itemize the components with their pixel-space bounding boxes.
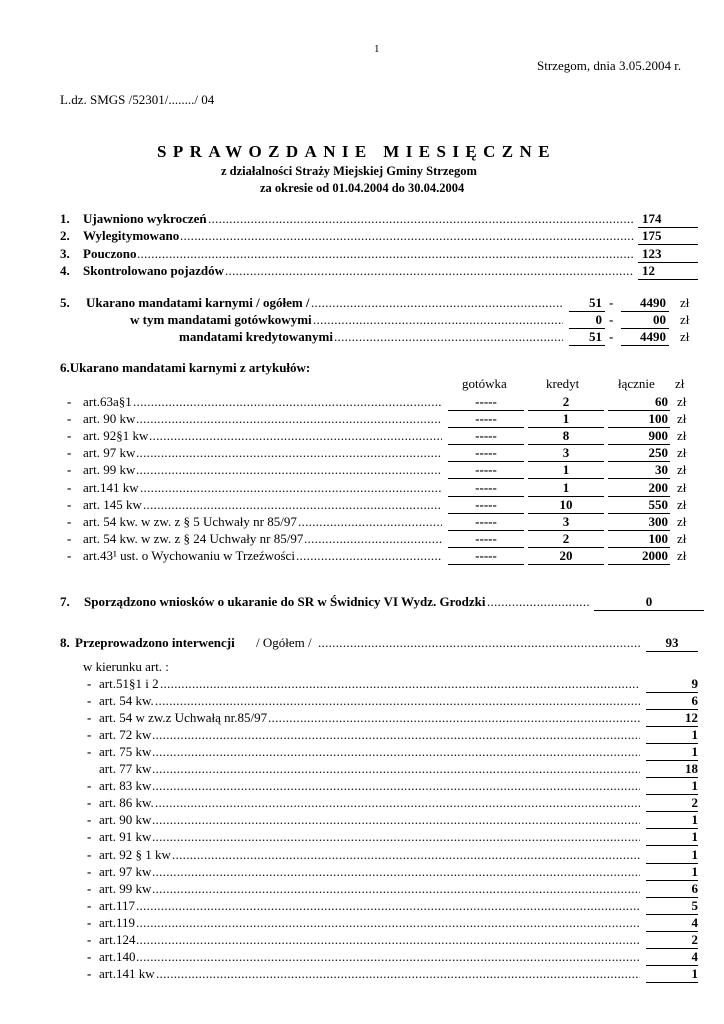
article-total: 250 [608, 445, 670, 462]
article-label: art.141 kw [83, 479, 139, 495]
article-total: 100 [608, 411, 670, 428]
intervention-value: 12 [646, 710, 698, 727]
fines-label: mandatami kredytowanymi [179, 329, 333, 344]
article-unit: zł [677, 394, 687, 409]
intervention-label: art. 90 kw [99, 812, 152, 828]
interventions-direction: w kierunku art. : [83, 659, 169, 674]
intervention-leader [136, 949, 640, 965]
column-total: łącznie [618, 376, 655, 391]
column-credit: kredyt [546, 376, 580, 391]
intervention-leader [160, 676, 640, 692]
summary-value: 174 [638, 211, 698, 228]
article-total: 60 [608, 394, 670, 411]
summary-leader [208, 211, 634, 227]
article-total: 200 [608, 480, 670, 497]
interventions-leader [318, 635, 640, 651]
article-bullet: - [67, 462, 72, 478]
article-bullet: - [67, 411, 72, 427]
article-total: 2000 [608, 548, 670, 565]
article-cash: ----- [448, 531, 524, 548]
fines-unit: zł [680, 312, 690, 327]
article-credit: 8 [528, 428, 604, 445]
article-label: art.43¹ ust. o Wychowaniu w Trzeźwości [83, 547, 295, 563]
article-cash: ----- [448, 497, 524, 514]
article-total: 900 [608, 428, 670, 445]
summary-label: Skontrolowano pojazdów [83, 262, 224, 278]
intervention-label: art.51§1 i 2 [99, 676, 159, 691]
summary-label: Ujawniono wykroczeń [83, 211, 207, 226]
intervention-bullet: - [87, 914, 92, 930]
article-cash: ----- [448, 480, 524, 497]
intervention-bullet: - [87, 931, 92, 947]
article-bullet: - [67, 513, 72, 529]
intervention-label: art.117 [99, 897, 135, 913]
intervention-value: 9 [646, 676, 698, 693]
intervention-label: art. 72 kw [99, 727, 152, 743]
intervention-leader [152, 727, 640, 743]
intervention-leader [152, 881, 640, 897]
article-credit: 1 [528, 480, 604, 497]
article-bullet: - [67, 394, 72, 409]
article-unit: zł [677, 530, 687, 546]
article-label: art. 97 kw [83, 445, 136, 461]
article-leader [136, 445, 442, 461]
article-cash: ----- [448, 548, 524, 565]
fines-number: 5. [60, 295, 70, 310]
article-leader [140, 480, 442, 496]
article-label: art. 54 kw. w zw. z § 24 Uchwały nr 85/97 [83, 530, 304, 546]
fines-count: 0 [569, 312, 605, 329]
summary-value: 12 [638, 263, 698, 280]
intervention-label: art. 54 w zw.z Uchwałą nr.85/97 [99, 710, 268, 726]
intervention-value: 1 [646, 829, 698, 846]
intervention-leader [156, 966, 640, 982]
document-title: SPRAWOZDANIE MIESIĘCZNE [157, 142, 556, 161]
summary-value: 175 [638, 228, 698, 245]
intervention-value: 1 [646, 864, 698, 881]
article-leader [296, 548, 442, 564]
summary-number: 4. [60, 262, 70, 278]
intervention-leader [268, 710, 640, 726]
intervention-value: 2 [646, 932, 698, 949]
article-cash: ----- [448, 428, 524, 445]
intervention-bullet: - [87, 829, 92, 845]
intervention-value: 2 [646, 795, 698, 812]
article-unit: zł [677, 479, 687, 495]
article-bullet: - [67, 547, 72, 563]
summary-number: 3. [60, 245, 70, 261]
intervention-label: art. 99 kw [99, 880, 152, 896]
intervention-leader [136, 915, 640, 931]
article-label: art. 90 kw [83, 411, 136, 427]
article-unit: zł [677, 445, 687, 461]
intervention-label: art. 91 kw [99, 829, 152, 845]
court-number: 7. [60, 594, 70, 609]
intervention-value: 5 [646, 898, 698, 915]
intervention-value: 1 [646, 812, 698, 829]
article-cash: ----- [448, 394, 524, 411]
article-label: art. 145 kw [83, 496, 142, 512]
intervention-leader [136, 932, 640, 948]
article-total: 30 [608, 462, 670, 479]
article-cash: ----- [448, 411, 524, 428]
intervention-value: 1 [646, 744, 698, 761]
intervention-value: 4 [646, 949, 698, 966]
intervention-bullet: - [87, 863, 92, 879]
article-unit: zł [677, 547, 687, 563]
article-leader [133, 394, 442, 410]
article-credit: 20 [528, 548, 604, 565]
intervention-label: art. 83 kw [99, 778, 152, 794]
article-bullet: - [67, 445, 72, 461]
intervention-label: art. 54 kw. [99, 693, 154, 709]
article-credit: 3 [528, 514, 604, 531]
intervention-leader [155, 795, 640, 811]
intervention-label: art. 92 § 1 kw [99, 846, 171, 862]
fines-leader [313, 312, 563, 328]
intervention-leader [172, 847, 640, 863]
fines-leader [334, 329, 563, 345]
intervention-bullet: - [87, 846, 92, 862]
court-label: Sporządzono wniosków o ukaranie do SR w Świdnicy VI Wydz. Grodzki [84, 594, 486, 609]
articles-fines-heading: 6.Ukarano mandatami karnymi z artykułów: [60, 360, 311, 375]
summary-number: 2. [60, 228, 70, 244]
fines-dash: - [609, 295, 614, 310]
intervention-value: 1 [646, 727, 698, 744]
fines-unit: zł [680, 295, 690, 310]
article-total: 300 [608, 514, 670, 531]
summary-leader [137, 246, 634, 262]
intervention-bullet: - [87, 778, 92, 794]
page-number: 1 [374, 43, 380, 55]
intervention-leader [155, 693, 640, 709]
intervention-value: 4 [646, 915, 698, 932]
article-leader [143, 497, 442, 513]
intervention-bullet: - [87, 795, 92, 811]
article-unit: zł [677, 462, 687, 478]
document-subtitle: z działalności Straży Miejskiej Gminy Strzegom [221, 164, 477, 178]
intervention-bullet: - [87, 693, 92, 709]
fines-amount: 00 [621, 312, 669, 329]
intervention-label: art. 77 kw [99, 761, 152, 777]
article-cash: ----- [448, 462, 524, 479]
intervention-leader [136, 898, 640, 914]
fines-count: 51 [569, 295, 605, 312]
intervention-value: 1 [646, 847, 698, 864]
intervention-bullet: - [87, 880, 92, 896]
article-credit: 3 [528, 445, 604, 462]
article-unit: zł [677, 513, 687, 529]
fines-dash: - [609, 312, 614, 327]
intervention-leader [152, 829, 640, 845]
intervention-bullet: - [87, 727, 92, 743]
intervention-value: 1 [646, 966, 698, 983]
fines-leader [311, 295, 563, 311]
article-cash: ----- [448, 514, 524, 531]
fines-dash: - [609, 329, 614, 344]
intervention-label: art.119 [99, 914, 135, 930]
article-label: art. 92§1 kw [83, 428, 149, 444]
column-cash: gotówka [462, 376, 507, 391]
fines-label: w tym mandatami gotówkowymi [130, 312, 312, 327]
intervention-label: art. 75 kw [99, 744, 152, 760]
article-unit: zł [677, 411, 687, 427]
article-unit: zł [677, 428, 687, 444]
fines-amount: 4490 [621, 295, 669, 312]
fines-count: 51 [569, 329, 605, 346]
intervention-bullet: - [87, 710, 92, 726]
article-leader [298, 514, 442, 530]
intervention-value: 1 [646, 778, 698, 795]
article-credit: 1 [528, 411, 604, 428]
article-credit: 10 [528, 497, 604, 514]
article-leader [136, 411, 442, 427]
article-bullet: - [67, 479, 72, 495]
summary-value: 123 [638, 246, 698, 263]
court-value: 0 [594, 594, 704, 611]
court-leader [487, 594, 590, 610]
fines-unit: zł [680, 329, 690, 344]
article-unit: zł [677, 496, 687, 512]
intervention-label: art.140 [99, 948, 136, 964]
fines-amount: 4490 [621, 329, 669, 346]
article-credit: 2 [528, 531, 604, 548]
article-bullet: - [67, 530, 72, 546]
article-leader [136, 462, 442, 478]
article-bullet: - [67, 496, 72, 512]
summary-label: Wylegitymowano [83, 228, 180, 244]
intervention-value: 6 [646, 693, 698, 710]
place-date: Strzegom, dnia 3.05.2004 r. [537, 58, 682, 73]
article-credit: 2 [528, 394, 604, 411]
intervention-leader [152, 761, 640, 777]
article-total: 100 [608, 531, 670, 548]
summary-leader [225, 263, 634, 279]
intervention-leader [152, 778, 640, 794]
intervention-leader [152, 812, 640, 828]
intervention-bullet: - [87, 948, 92, 964]
intervention-label: art.124 [99, 931, 136, 947]
article-bullet: - [67, 428, 72, 444]
reference-number: L.dz. SMGS /52301/......../ 04 [60, 92, 215, 107]
intervention-bullet: - [87, 965, 92, 981]
summary-number: 1. [60, 211, 70, 226]
intervention-bullet: - [87, 676, 92, 691]
interventions-total: 93 [646, 635, 698, 652]
article-label: art. 99 kw [83, 462, 136, 478]
intervention-value: 18 [646, 761, 698, 778]
intervention-label: art. 97 kw [99, 863, 152, 879]
intervention-value: 6 [646, 881, 698, 898]
article-leader [304, 531, 442, 547]
summary-label: Pouczono [83, 245, 137, 261]
column-unit: zł [675, 376, 685, 391]
interventions-suffix: / Ogółem / [256, 635, 312, 650]
article-label: art. 54 kw. w zw. z § 5 Uchwały nr 85/97 [83, 513, 297, 529]
report-period: za okresie od 01.04.2004 do 30.04.2004 [260, 181, 465, 195]
intervention-label: art.141 kw [99, 965, 155, 981]
article-total: 550 [608, 497, 670, 514]
intervention-leader [152, 864, 640, 880]
article-cash: ----- [448, 445, 524, 462]
interventions-label: Przeprowadzono interwencji [75, 635, 235, 650]
intervention-bullet: - [87, 897, 92, 913]
fines-label: Ukarano mandatami karnymi / ogółem / [86, 295, 310, 310]
article-credit: 1 [528, 462, 604, 479]
intervention-leader [152, 744, 640, 760]
intervention-bullet: - [87, 744, 92, 760]
intervention-bullet: - [87, 812, 92, 828]
article-leader [149, 428, 442, 444]
summary-leader [180, 228, 634, 244]
article-label: art.63a§1 [83, 394, 132, 409]
interventions-number: 8. [60, 635, 70, 650]
intervention-label: art. 86 kw. [99, 795, 154, 811]
